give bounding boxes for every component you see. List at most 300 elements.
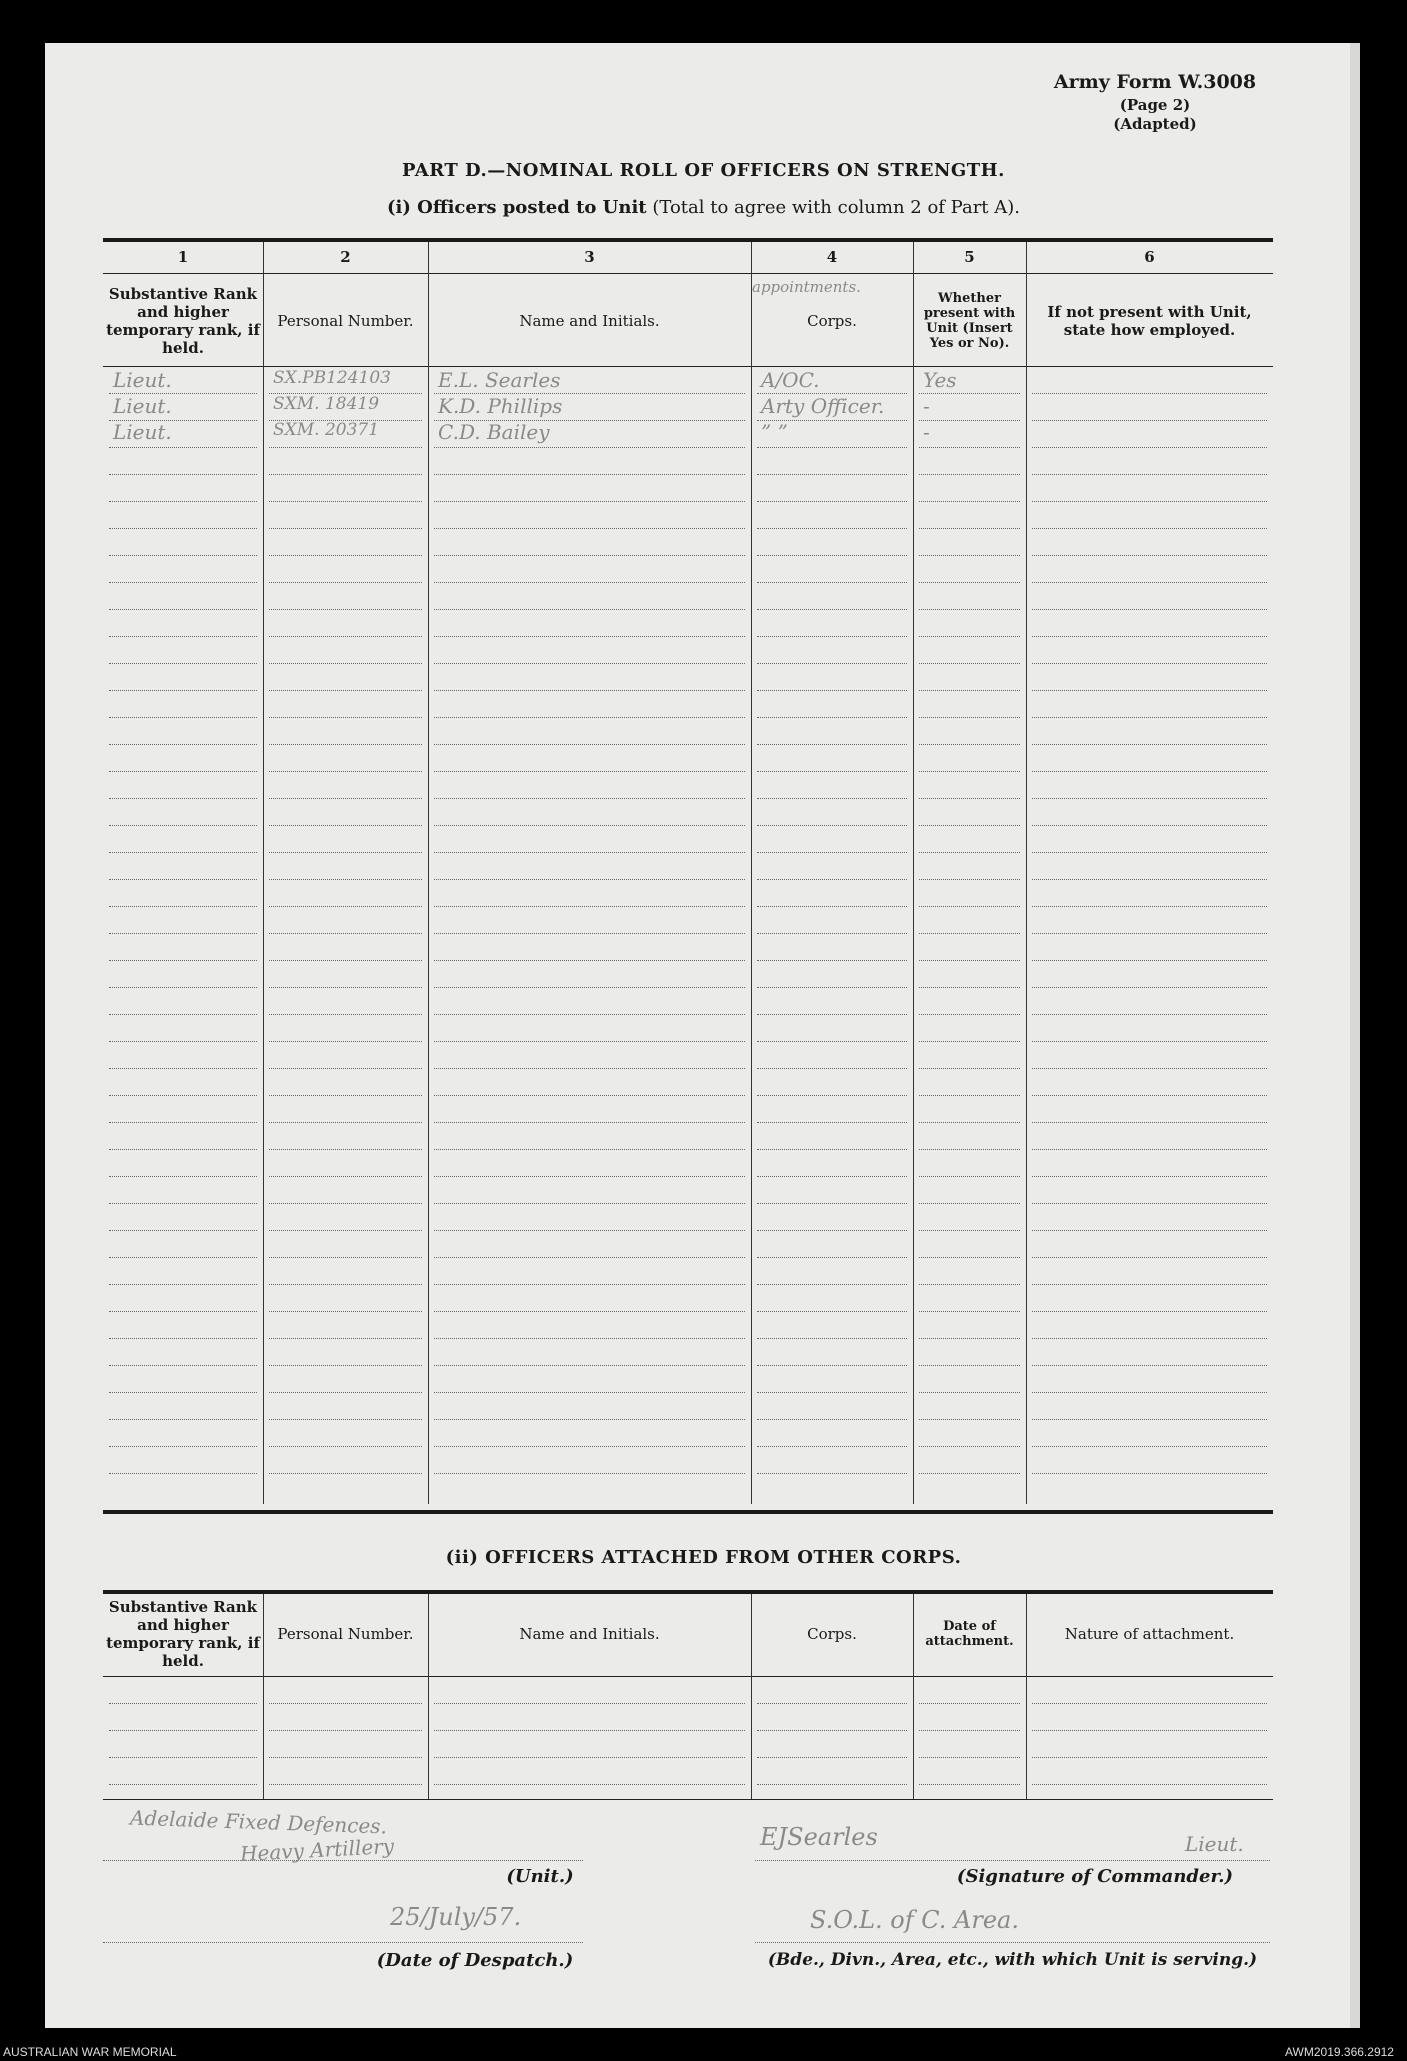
row-line — [109, 1203, 257, 1204]
row-line — [1032, 1730, 1267, 1731]
table1-column-divider — [263, 242, 264, 1504]
row-line — [1032, 555, 1267, 556]
row-line — [434, 1338, 745, 1339]
row-line — [919, 1703, 1020, 1704]
row-line — [109, 987, 257, 988]
row-line — [757, 663, 907, 664]
column-header: Whether present with Unit (Insert Yes or No). — [923, 291, 1016, 351]
row-line — [757, 1122, 907, 1123]
row-line — [109, 1095, 257, 1096]
row-line — [919, 933, 1020, 934]
part-d-subtitle-bold: (i) Officers posted to Unit — [387, 197, 647, 218]
row-line — [109, 501, 257, 502]
table1-column-divider — [751, 242, 752, 1504]
row-line — [1032, 987, 1267, 988]
row-line — [109, 717, 257, 718]
row-line — [757, 852, 907, 853]
table1-top-rule — [103, 238, 1273, 242]
unit-handwriting-1: Adelaide Fixed Defences. — [129, 1805, 388, 1839]
column-header: Substantive Rank and higher temporary rank, if held. — [106, 285, 260, 357]
entry-name: K.D. Phillips — [438, 394, 563, 418]
row-line — [269, 1176, 422, 1177]
row-line — [109, 771, 257, 772]
form-adapted: (Adapted) — [1113, 115, 1197, 133]
row-line — [1032, 1122, 1267, 1123]
row-line — [1032, 906, 1267, 907]
row-line — [269, 501, 422, 502]
row-line — [434, 852, 745, 853]
row-line — [757, 1176, 907, 1177]
row-line — [109, 1311, 257, 1312]
row-line — [757, 825, 907, 826]
row-line — [269, 528, 422, 529]
row-line — [109, 1230, 257, 1231]
row-line — [919, 987, 1020, 988]
row-line — [1032, 501, 1267, 502]
row-line — [109, 879, 257, 880]
row-line — [919, 744, 1020, 745]
row-line — [434, 717, 745, 718]
row-line — [919, 609, 1020, 610]
row-line — [434, 1041, 745, 1042]
row-line — [109, 1257, 257, 1258]
column-header: Name and Initials. — [519, 1625, 660, 1643]
row-line — [434, 906, 745, 907]
row-line — [434, 636, 745, 637]
row-line — [1032, 636, 1267, 637]
row-line — [919, 1473, 1020, 1474]
row-line — [269, 1014, 422, 1015]
row-line — [1032, 663, 1267, 664]
row-line — [1032, 1095, 1267, 1096]
row-line — [269, 1068, 422, 1069]
column-header: Corps. — [807, 1625, 857, 1643]
row-line — [757, 1095, 907, 1096]
row-line — [1032, 420, 1267, 421]
row-line — [919, 1068, 1020, 1069]
row-line — [269, 879, 422, 880]
row-line — [269, 798, 422, 799]
row-line — [757, 1473, 907, 1474]
row-line — [269, 1149, 422, 1150]
row-line — [919, 555, 1020, 556]
unit-handwriting-2: Heavy Artillery — [239, 1833, 395, 1867]
row-line — [434, 1122, 745, 1123]
table1-column-divider — [428, 242, 429, 1504]
row-line — [757, 1014, 907, 1015]
row-line — [757, 879, 907, 880]
row-line — [757, 1338, 907, 1339]
form-number: Army Form W.3008 — [1053, 71, 1257, 93]
area-caption: (Bde., Divn., Area, etc., with which Unit is serving.) — [767, 1950, 1258, 1970]
row-line — [434, 1014, 745, 1015]
row-line — [757, 798, 907, 799]
part-dii-title: (ii) OFFICERS ATTACHED FROM OTHER CORPS. — [445, 1547, 962, 1568]
signature-rank: Lieut. — [1185, 1832, 1244, 1856]
row-line — [1032, 744, 1267, 745]
row-line — [757, 1068, 907, 1069]
row-line — [757, 987, 907, 988]
row-line — [1032, 1176, 1267, 1177]
column-number: 5 — [964, 248, 975, 266]
entry-rank: Lieut. — [113, 420, 172, 444]
row-line — [757, 1365, 907, 1366]
row-line — [109, 825, 257, 826]
row-line — [919, 582, 1020, 583]
row-line — [757, 447, 907, 448]
row-line — [109, 1122, 257, 1123]
row-line — [1032, 1230, 1267, 1231]
signature-caption: (Signature of Commander.) — [956, 1866, 1234, 1887]
table2-column-divider — [751, 1594, 752, 1799]
row-line — [757, 1041, 907, 1042]
row-line — [434, 474, 745, 475]
row-line — [919, 1203, 1020, 1204]
row-line — [1032, 1392, 1267, 1393]
row-line — [269, 1784, 422, 1785]
row-line — [1032, 1257, 1267, 1258]
part-d-subtitle-rest: (Total to agree with column 2 of Part A). — [646, 197, 1020, 218]
section-divider — [103, 1510, 1273, 1514]
row-line — [434, 879, 745, 880]
entry-number: SXM. 18419 — [273, 394, 380, 414]
row-line — [757, 1203, 907, 1204]
row-line — [1032, 609, 1267, 610]
entry-rank: Lieut. — [113, 394, 172, 418]
row-line — [434, 1284, 745, 1285]
row-line — [757, 1703, 907, 1704]
column-number: 1 — [177, 248, 189, 266]
row-line — [109, 1730, 257, 1731]
row-line — [434, 1257, 745, 1258]
row-line — [269, 1338, 422, 1339]
row-line — [1032, 933, 1267, 934]
table2-bottom-rule — [103, 1799, 1273, 1800]
row-line — [919, 1419, 1020, 1420]
signature-line — [755, 1860, 1270, 1861]
row-line — [919, 474, 1020, 475]
row-line — [1032, 1149, 1267, 1150]
row-line — [269, 1473, 422, 1474]
column-number: 4 — [826, 248, 838, 266]
row-line — [109, 1284, 257, 1285]
row-line — [757, 1784, 907, 1785]
form-page-number: (Page 2) — [1119, 96, 1191, 114]
row-line — [269, 447, 422, 448]
commander-signature: EJSearles — [760, 1823, 878, 1851]
row-line — [269, 1257, 422, 1258]
row-line — [757, 1757, 907, 1758]
row-line — [434, 960, 745, 961]
row-line — [434, 1419, 745, 1420]
date-handwriting: 25/July/57. — [390, 1903, 522, 1931]
row-line — [109, 528, 257, 529]
row-line — [269, 1703, 422, 1704]
row-line — [269, 906, 422, 907]
row-line — [434, 798, 745, 799]
table2-header-rule — [103, 1676, 1273, 1677]
row-line — [109, 960, 257, 961]
row-line — [919, 528, 1020, 529]
row-line — [109, 1757, 257, 1758]
row-line — [269, 717, 422, 718]
row-line — [269, 1392, 422, 1393]
row-line — [434, 582, 745, 583]
entry-present: - — [923, 394, 930, 418]
row-line — [269, 771, 422, 772]
row-line — [109, 744, 257, 745]
row-line — [269, 690, 422, 691]
table2-column-divider — [428, 1594, 429, 1799]
row-line — [919, 960, 1020, 961]
row-line — [269, 1311, 422, 1312]
row-line — [269, 1730, 422, 1731]
row-line — [434, 447, 745, 448]
row-line — [919, 690, 1020, 691]
unit-caption: (Unit.) — [506, 1866, 574, 1887]
row-line — [434, 1176, 745, 1177]
archive-right-label: AWM2019.366.2912 — [1285, 2045, 1394, 2059]
page-edge — [1350, 43, 1360, 2028]
row-line — [757, 1730, 907, 1731]
row-line — [1032, 852, 1267, 853]
row-line — [109, 933, 257, 934]
entry-present: - — [923, 420, 930, 444]
table1-header-rule — [103, 366, 1273, 367]
row-line — [919, 825, 1020, 826]
row-line — [269, 1757, 422, 1758]
row-line — [1032, 1311, 1267, 1312]
row-line — [757, 1392, 907, 1393]
row-line — [269, 933, 422, 934]
row-line — [919, 1230, 1020, 1231]
row-line — [1032, 825, 1267, 826]
row-line — [757, 609, 907, 610]
row-line — [919, 1149, 1020, 1150]
row-line — [434, 1095, 745, 1096]
row-line — [434, 1784, 745, 1785]
row-line — [269, 1041, 422, 1042]
column-header: Nature of attachment. — [1064, 1625, 1235, 1643]
row-line — [434, 663, 745, 664]
row-line — [434, 771, 745, 772]
row-line — [434, 1392, 745, 1393]
row-line — [919, 1311, 1020, 1312]
row-line — [109, 1041, 257, 1042]
row-line — [269, 474, 422, 475]
row-line — [434, 1446, 745, 1447]
row-line — [919, 636, 1020, 637]
row-line — [1032, 771, 1267, 772]
row-line — [757, 1311, 907, 1312]
row-line — [1032, 1757, 1267, 1758]
row-line — [1032, 690, 1267, 691]
row-line — [434, 609, 745, 610]
row-line — [109, 906, 257, 907]
row-line — [109, 555, 257, 556]
entry-corps: ” ” — [761, 420, 788, 444]
entry-corps: A/OC. — [761, 368, 820, 392]
row-line — [757, 1284, 907, 1285]
table1-column-divider — [1026, 242, 1027, 1504]
column-number: 6 — [1144, 248, 1155, 266]
row-line — [269, 609, 422, 610]
table2-column-divider — [263, 1594, 264, 1799]
row-line — [1032, 1041, 1267, 1042]
date-line — [103, 1942, 583, 1943]
row-line — [757, 636, 907, 637]
row-line — [757, 960, 907, 961]
row-line — [269, 1122, 422, 1123]
row-line — [1032, 1068, 1267, 1069]
table1-number-rule — [103, 273, 1273, 274]
row-line — [1032, 1203, 1267, 1204]
area-handwriting: S.O.L. of C. Area. — [810, 1906, 1019, 1934]
row-line — [434, 1203, 745, 1204]
row-line — [1032, 717, 1267, 718]
row-line — [757, 1419, 907, 1420]
row-line — [109, 447, 257, 448]
corps-annotation: appointments. — [752, 278, 861, 296]
row-line — [109, 1703, 257, 1704]
column-number: 3 — [584, 248, 595, 266]
row-line — [919, 1014, 1020, 1015]
archive-left-label: AUSTRALIAN WAR MEMORIAL — [3, 2045, 177, 2059]
row-line — [434, 501, 745, 502]
row-line — [919, 1257, 1020, 1258]
row-line — [1032, 1473, 1267, 1474]
row-line — [109, 1068, 257, 1069]
row-line — [109, 1149, 257, 1150]
row-line — [434, 1149, 745, 1150]
row-line — [434, 1311, 745, 1312]
row-line — [757, 1446, 907, 1447]
row-line — [269, 555, 422, 556]
row-line — [269, 1419, 422, 1420]
entry-number: SXM. 20371 — [273, 420, 380, 440]
row-line — [757, 717, 907, 718]
row-line — [1032, 582, 1267, 583]
entry-rank: Lieut. — [113, 368, 172, 392]
row-line — [269, 1284, 422, 1285]
row-line — [109, 609, 257, 610]
row-line — [1032, 1703, 1267, 1704]
row-line — [757, 744, 907, 745]
row-line — [919, 1784, 1020, 1785]
row-line — [919, 1338, 1020, 1339]
row-line — [919, 906, 1020, 907]
row-line — [269, 987, 422, 988]
row-line — [757, 1230, 907, 1231]
row-line — [757, 1149, 907, 1150]
column-header: Personal Number. — [277, 1625, 414, 1643]
row-line — [434, 528, 745, 529]
column-header: Corps. — [807, 312, 857, 330]
row-line — [919, 1122, 1020, 1123]
row-line — [109, 1784, 257, 1785]
row-line — [1032, 1365, 1267, 1366]
row-line — [269, 825, 422, 826]
row-line — [1032, 1014, 1267, 1015]
row-line — [109, 1419, 257, 1420]
row-line — [919, 1757, 1020, 1758]
column-header: If not present with Unit, state how employed. — [1047, 303, 1252, 339]
row-line — [1032, 1784, 1267, 1785]
entry-corps: Arty Officer. — [761, 394, 885, 418]
row-line — [434, 933, 745, 934]
row-line — [757, 501, 907, 502]
row-line — [1032, 1419, 1267, 1420]
row-line — [919, 1730, 1020, 1731]
row-line — [109, 1338, 257, 1339]
row-line — [109, 1176, 257, 1177]
row-line — [109, 852, 257, 853]
row-line — [919, 1392, 1020, 1393]
table2-column-divider — [1026, 1594, 1027, 1799]
row-line — [757, 906, 907, 907]
part-d-subtitle — [0, 197, 1407, 218]
row-line — [919, 501, 1020, 502]
part-d-title: PART D.—NOMINAL ROLL OF OFFICERS ON STRENGTH. — [402, 160, 1005, 181]
row-line — [109, 1473, 257, 1474]
row-line — [269, 1446, 422, 1447]
row-line — [919, 1176, 1020, 1177]
entry-number: SX.PB124103 — [273, 368, 391, 388]
column-number: 2 — [340, 248, 351, 266]
row-line — [757, 933, 907, 934]
row-line — [757, 555, 907, 556]
row-line — [1032, 528, 1267, 529]
row-line — [919, 1284, 1020, 1285]
table1-column-divider — [913, 242, 914, 1504]
row-line — [919, 1095, 1020, 1096]
row-line — [919, 663, 1020, 664]
row-line — [109, 582, 257, 583]
row-line — [919, 798, 1020, 799]
row-line — [1032, 798, 1267, 799]
row-line — [269, 1203, 422, 1204]
area-line — [755, 1942, 1270, 1943]
row-line — [434, 1703, 745, 1704]
column-header: Substantive Rank and higher temporary rank, if held. — [106, 1598, 260, 1670]
row-line — [109, 663, 257, 664]
row-line — [1032, 1284, 1267, 1285]
row-line — [757, 528, 907, 529]
row-line — [1032, 879, 1267, 880]
row-line — [919, 879, 1020, 880]
row-line — [109, 1446, 257, 1447]
row-line — [919, 771, 1020, 772]
row-line — [109, 798, 257, 799]
row-line — [1032, 474, 1267, 475]
row-line — [269, 852, 422, 853]
row-line — [109, 474, 257, 475]
row-line — [269, 663, 422, 664]
row-line — [434, 744, 745, 745]
row-line — [269, 636, 422, 637]
row-line — [757, 474, 907, 475]
row-line — [109, 1392, 257, 1393]
row-line — [434, 1473, 745, 1474]
row-line — [919, 1365, 1020, 1366]
date-caption: (Date of Despatch.) — [376, 1950, 574, 1971]
column-header: Date of attachment. — [925, 1619, 1014, 1649]
row-line — [269, 1230, 422, 1231]
row-line — [919, 447, 1020, 448]
row-line — [919, 1446, 1020, 1447]
row-line — [757, 582, 907, 583]
row-line — [109, 1014, 257, 1015]
